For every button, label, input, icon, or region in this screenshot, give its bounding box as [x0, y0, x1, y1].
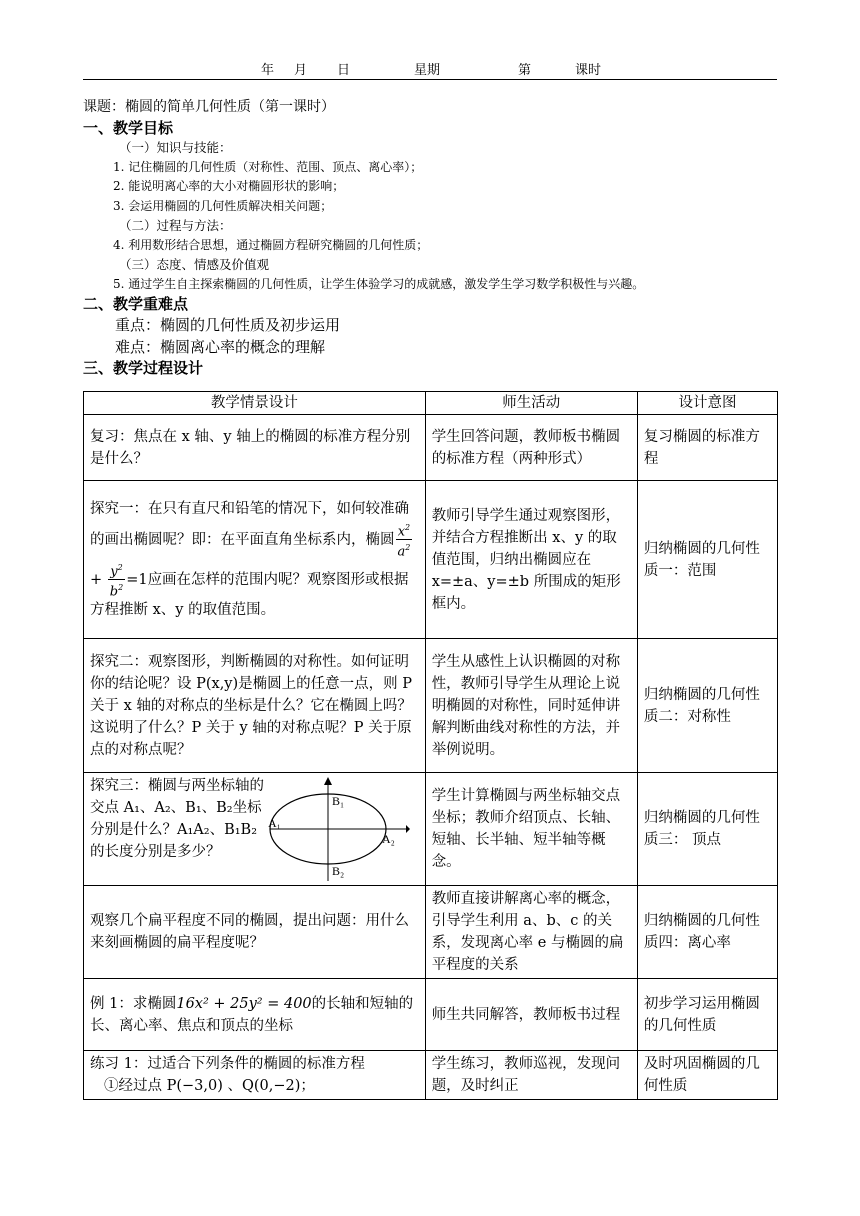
cell-scenario: 探究二：观察图形，判断椭圆的对称性。如何证明你的结论呢？设 P(x,y)是椭圆上的任意一点，则 P 关于 x 轴的对称点的坐标是什么？它在椭圆上吗？这说明了什么？P 关于 y 轴的对称点呢？P 关于原点的对称点呢？ — [84, 639, 426, 773]
document-body — [83, 96, 783, 378]
objective-item-1: 1. 记住椭圆的几何性质（对称性、范围、顶点、离心率）； — [113, 159, 423, 174]
header-period-prefix: 第 — [518, 63, 532, 78]
table-row — [84, 886, 778, 979]
example-1-equation: 16x² + 25y² = 400 — [176, 995, 312, 1012]
lesson-topic: 课题：椭圆的简单几何性质（第一课时） — [83, 99, 335, 115]
table-row — [84, 639, 778, 773]
cell-intent: 初步学习运用椭圆的几何性质 — [637, 979, 777, 1051]
x-axis-arrow — [406, 825, 410, 833]
fraction-x2-a2: $\frac{x^2}{a^2}$ — [396, 520, 413, 560]
explore-3-text: 探究三：椭圆与两坐标轴的交点 A₁、A₂、B₁、B₂坐标分别是什么？A₁A₂、B₁B₂的长度分别是多少？ — [90, 778, 264, 860]
objective-process-title: （二）过程与方法： — [119, 218, 232, 233]
cell-activity: 学生从感性上认识椭圆的对称性，教师引导学生从理论上说明椭圆的对称性，同时延伸讲解判断曲线对称性的方法，并举例说明。 — [425, 639, 637, 773]
equation-rhs: =1 — [126, 571, 148, 588]
section-1-title: 一、教学目标 — [83, 119, 174, 137]
col-header-scenario: 教学情景设计 — [84, 392, 426, 415]
cell-scenario: 观察几个扁平程度不同的椭圆，提出问题：用什么来刻画椭圆的扁平程度呢？ — [84, 886, 426, 979]
objective-item-5: 5. 通过学生自主探索椭圆的几何性质，让学生体验学习的成就感，激发学生学习数学积极性与兴趣。 — [113, 276, 645, 291]
table-row — [84, 979, 778, 1051]
cell-intent: 归纳椭圆的几何性质一：范围 — [637, 481, 777, 639]
teaching-process-table — [83, 391, 778, 1100]
section-2-title: 二、教学重难点 — [83, 295, 189, 313]
explore-1-text-a: 探究一：在只有直尺和铅笔的情况下，如何较准确的画出椭圆呢？即：在平面直角坐标系内，椭圆 — [90, 500, 409, 548]
objective-knowledge-title: （一）知识与技能： — [119, 140, 232, 155]
cell-intent: 复习椭圆的标准方程 — [637, 415, 777, 481]
cell-intent: 归纳椭圆的几何性质四：离心率 — [637, 886, 777, 979]
col-header-activity: 师生活动 — [425, 392, 637, 415]
table-row — [84, 773, 778, 886]
cell-scenario — [84, 979, 426, 1051]
cell-activity: 学生计算椭圆与两坐标轴交点坐标；教师介绍顶点、长轴、短轴、长半轴、短半轴等概念。 — [425, 773, 637, 886]
col-header-intent: 设计意图 — [637, 392, 777, 415]
label-b2: B₂ — [332, 864, 345, 878]
label-a1: A₁ — [268, 816, 281, 830]
cell-activity: 师生共同解答，教师板书过程 — [425, 979, 637, 1051]
header-year: 年 — [261, 63, 275, 78]
example-1-text-b: 的长轴和短轴的长、离心率、焦点和顶点的坐标 — [90, 995, 414, 1034]
y-axis-arrow — [324, 777, 332, 785]
objective-attitude-title: （三）态度、情感及价值观 — [119, 257, 270, 272]
header-day: 日 — [337, 63, 351, 78]
ellipse-diagram — [270, 777, 410, 881]
table-header-row — [84, 392, 778, 415]
cell-activity: 学生回答问题，教师板书椭圆的标准方程（两种形式） — [425, 415, 637, 481]
cell-intent: 归纳椭圆的几何性质三： 顶点 — [637, 773, 777, 886]
difficult-point: 难点：椭圆离心率的概念的理解 — [115, 338, 326, 356]
cell-scenario — [84, 773, 426, 886]
cell-intent: 归纳椭圆的几何性质二：对称性 — [637, 639, 777, 773]
exercise-1-condition: ①经过点 P(−3,0) 、Q(0,−2)； — [104, 1078, 315, 1094]
explore-1-text-b: 应画在怎样的范围内呢？观察图形或根据方程推断 x、y 的取值范围。 — [90, 571, 409, 619]
cell-intent: 及时巩固椭圆的几何性质 — [637, 1051, 777, 1100]
objective-item-4: 4. 利用数形结合思想，通过椭圆方程研究椭圆的几何性质； — [113, 237, 429, 252]
objective-item-3: 3. 会运用椭圆的几何性质解决相关问题； — [113, 198, 333, 213]
section-3-title: 三、教学过程设计 — [83, 359, 204, 377]
key-point: 重点：椭圆的几何性质及初步运用 — [115, 316, 341, 334]
label-a2: A₂ — [382, 832, 395, 846]
cell-scenario: 复习：焦点在 x 轴、y 轴上的椭圆的标准方程分别是什么？ — [84, 415, 426, 481]
exercise-1-title: 练习 1：过适合下列条件的椭圆的标准方程 — [90, 1056, 365, 1072]
table-row — [84, 415, 778, 481]
table-row — [84, 1051, 778, 1100]
header-rule — [83, 79, 777, 80]
table-row — [84, 481, 778, 639]
example-1-text-a: 例 1：求椭圆 — [90, 995, 177, 1012]
cell-activity: 教师直接讲解离心率的概念，引导学生利用 a、b、c 的关系，发现离心率 e 与椭圆的扁平程度的关系 — [425, 886, 637, 979]
header-weekday: 星期 — [414, 63, 441, 78]
cell-activity: 教师引导学生通过观察图形，并结合方程推断出 x、y 的取值范围，归纳出椭圆应在 x=±a、y=±b 所围成的矩形框内。 — [425, 481, 637, 639]
cell-scenario — [84, 1051, 426, 1100]
fraction-y2-b2: $\frac{y^2}{b^2}$ — [108, 560, 125, 600]
cell-scenario: 探究一：在只有直尺和铅笔的情况下，如何较准确的画出椭圆呢？即：在平面直角坐标系内，椭圆 $\frac{x^2}{a^2}$ + $\frac{y^2}{b^2}$ =1应画在怎样的范围内呢？观察图形或根据方程推断 x、y 的取值范围。 — [84, 481, 426, 639]
header-month: 月 — [294, 63, 308, 78]
cell-activity: 学生练习，教师巡视，发现问题，及时纠正 — [425, 1051, 637, 1100]
header-period-suffix: 课时 — [575, 63, 602, 78]
objective-item-2: 2. 能说明离心率的大小对椭圆形状的影响； — [113, 179, 345, 193]
label-b1: B₁ — [332, 794, 345, 808]
